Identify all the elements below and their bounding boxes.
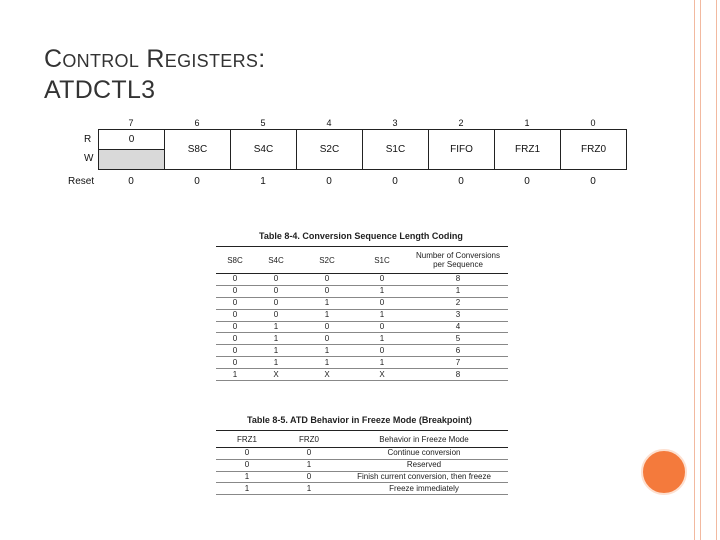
table-cell: 0 xyxy=(254,285,298,297)
bit-number: 1 xyxy=(524,118,530,128)
row-label-reset: Reset xyxy=(68,176,95,187)
table-cell: 0 xyxy=(356,321,408,333)
register-diagram xyxy=(60,112,630,190)
table-cell: 0 xyxy=(278,471,340,483)
table-cell: X xyxy=(254,369,298,381)
row-label-write: W xyxy=(84,153,94,164)
table-cell: 1 xyxy=(356,309,408,321)
table-cell: 2 xyxy=(408,297,508,309)
table-cell: 0 xyxy=(254,309,298,321)
title-line-1 xyxy=(44,44,265,75)
decor-line-2 xyxy=(700,0,701,540)
reset-value: 0 xyxy=(524,176,530,187)
table-row xyxy=(216,285,508,297)
table-cell: 0 xyxy=(216,309,254,321)
table-cell: 1 xyxy=(298,297,356,309)
table-row xyxy=(216,297,508,309)
bit-number: 5 xyxy=(260,118,266,128)
table-cell: 1 xyxy=(278,483,340,495)
table-cell: 8 xyxy=(408,369,508,381)
bit-field-s2c: S2C xyxy=(296,129,363,170)
table-cell: 0 xyxy=(216,285,254,297)
reset-value: 0 xyxy=(326,176,332,187)
reset-value: 0 xyxy=(128,176,134,187)
bit-number: 7 xyxy=(128,118,134,128)
col-header: Number of Conversions per Sequence xyxy=(408,247,508,274)
col-header: S8C xyxy=(216,247,254,274)
table-cell: 1 xyxy=(216,471,278,483)
table-row xyxy=(216,321,508,333)
table-cell: 1 xyxy=(356,333,408,345)
table-cell: 4 xyxy=(408,321,508,333)
table-cell: 0 xyxy=(298,321,356,333)
bit-number: 0 xyxy=(590,118,596,128)
table-cell: 0 xyxy=(356,274,408,286)
table-cell: 1 xyxy=(254,321,298,333)
table-cell: 1 xyxy=(254,357,298,369)
table1-body xyxy=(216,274,508,381)
bit7-write-cell xyxy=(98,149,165,170)
col-header: S2C xyxy=(298,247,356,274)
table-cell: 7 xyxy=(408,357,508,369)
table-cell: 0 xyxy=(298,285,356,297)
table-cell: Continue conversion xyxy=(340,448,508,460)
table-cell: 1 xyxy=(356,285,408,297)
table-cell: 0 xyxy=(216,459,278,471)
table-cell: 3 xyxy=(408,309,508,321)
bit-number: 3 xyxy=(392,118,398,128)
title-word-1: Control xyxy=(44,45,140,73)
bit-field-s8c: S8C xyxy=(164,129,231,170)
table-cell: 0 xyxy=(216,357,254,369)
table-cell: 8 xyxy=(408,274,508,286)
table-cell: 1 xyxy=(408,285,508,297)
col-header: S1C xyxy=(356,247,408,274)
table-cell: 0 xyxy=(298,274,356,286)
table-cell: Finish current conversion, then freeze xyxy=(340,471,508,483)
table-cell: 0 xyxy=(254,297,298,309)
decor-line-1 xyxy=(694,0,695,540)
table-row xyxy=(216,274,508,286)
table-row xyxy=(216,483,508,495)
table-cell: 0 xyxy=(298,333,356,345)
reset-value: 1 xyxy=(260,176,266,187)
reset-value: 0 xyxy=(458,176,464,187)
table-row xyxy=(216,471,508,483)
table-row xyxy=(216,333,508,345)
table-row xyxy=(216,369,508,381)
conversion-sequence-table xyxy=(216,246,508,381)
table-cell: 1 xyxy=(356,357,408,369)
reset-value: 0 xyxy=(590,176,596,187)
reset-value: 0 xyxy=(392,176,398,187)
reset-value: 0 xyxy=(194,176,200,187)
table-row xyxy=(216,345,508,357)
table-cell: 0 xyxy=(216,345,254,357)
table-row xyxy=(216,309,508,321)
table-cell: 5 xyxy=(408,333,508,345)
table-cell: X xyxy=(298,369,356,381)
table-row xyxy=(216,357,508,369)
table-row xyxy=(216,448,508,460)
table-header-row xyxy=(216,431,508,448)
table-cell: 1 xyxy=(298,357,356,369)
bit-number: 2 xyxy=(458,118,464,128)
col-header: S4C xyxy=(254,247,298,274)
decor-line-3 xyxy=(716,0,717,540)
table-cell: 0 xyxy=(356,345,408,357)
title-line-2: ATDCTL3 xyxy=(44,76,156,104)
bit-field-frz1: FRZ1 xyxy=(494,129,561,170)
row-label-read: R xyxy=(84,134,92,145)
table-header-row xyxy=(216,247,508,274)
bit-number: 4 xyxy=(326,118,332,128)
table-cell: 1 xyxy=(278,459,340,471)
bit7-read-cell: 0 xyxy=(98,129,165,150)
title-word-2: Registers: xyxy=(146,45,266,73)
table-cell: 0 xyxy=(216,274,254,286)
col-header: Behavior in Freeze Mode xyxy=(340,431,508,448)
table-cell: 1 xyxy=(216,369,254,381)
table2-body xyxy=(216,448,508,495)
table-cell: 1 xyxy=(254,345,298,357)
table-cell: 0 xyxy=(356,297,408,309)
table-cell: 1 xyxy=(216,483,278,495)
slide-title xyxy=(44,44,265,106)
table-cell: 1 xyxy=(298,309,356,321)
table-cell: 1 xyxy=(254,333,298,345)
bit-field-fifo: FIFO xyxy=(428,129,495,170)
table-cell: 1 xyxy=(298,345,356,357)
bit-field-frz0: FRZ0 xyxy=(560,129,627,170)
table2-caption: Table 8-5. ATD Behavior in Freeze Mode (Breakpoint) xyxy=(247,415,472,425)
table-cell: 0 xyxy=(216,333,254,345)
table-cell: 0 xyxy=(216,297,254,309)
table-cell: 0 xyxy=(216,321,254,333)
bit-field-s4c: S4C xyxy=(230,129,297,170)
table-cell: 0 xyxy=(278,448,340,460)
table-cell: Freeze immediately xyxy=(340,483,508,495)
table-cell: 0 xyxy=(254,274,298,286)
table-cell: 0 xyxy=(216,448,278,460)
table-cell: 6 xyxy=(408,345,508,357)
decor-circle xyxy=(641,449,687,495)
col-header: FRZ1 xyxy=(216,431,278,448)
table-row xyxy=(216,459,508,471)
bit-field-s1c: S1C xyxy=(362,129,429,170)
col-header: FRZ0 xyxy=(278,431,340,448)
table-cell: Reserved xyxy=(340,459,508,471)
table1-caption: Table 8-4. Conversion Sequence Length Coding xyxy=(259,231,463,241)
bit-number: 6 xyxy=(194,118,200,128)
freeze-mode-table xyxy=(216,430,508,495)
table-cell: X xyxy=(356,369,408,381)
